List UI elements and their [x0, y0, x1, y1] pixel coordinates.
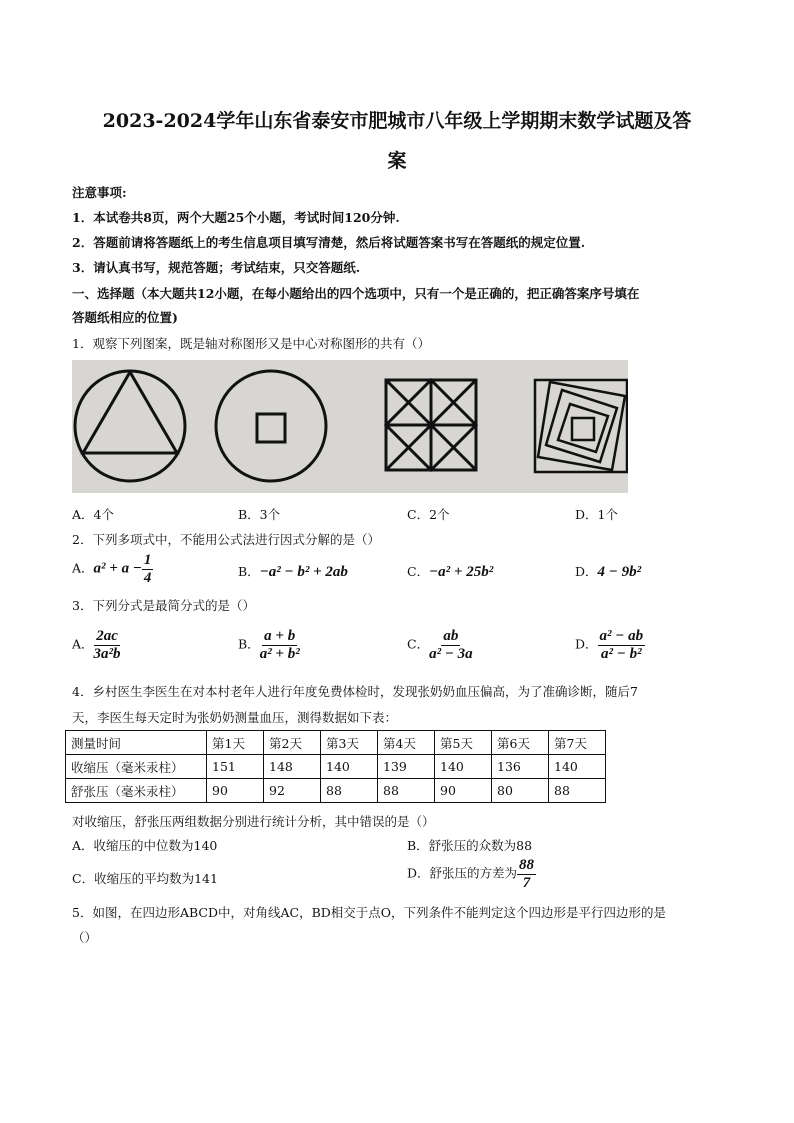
- expression: 4 − 9b²: [597, 564, 642, 580]
- table-cell: 92: [264, 779, 321, 803]
- table-cell: 140: [321, 755, 378, 779]
- q1-option-c: C．2个: [407, 507, 450, 522]
- fraction: [94, 628, 121, 662]
- numerator: 2ac: [96, 628, 118, 644]
- table-cell: 139: [378, 755, 435, 779]
- q2-option-c: [407, 562, 493, 581]
- expression: a² + a −: [93, 560, 142, 577]
- table-cell: 90: [207, 779, 264, 803]
- square-diamond-figure: [386, 380, 476, 470]
- table-cell: 第3天: [321, 731, 378, 755]
- option-label: B．: [238, 636, 260, 652]
- q2-option-b: [238, 562, 348, 581]
- nested-squares-figure: [535, 380, 627, 472]
- table-cell: 90: [435, 779, 492, 803]
- notice-item-3: 3．请认真书写，规范答题；考试结束，只交答题纸.: [72, 260, 361, 275]
- option-label: A．: [72, 636, 94, 652]
- q2-option-a: [72, 552, 153, 586]
- option-label: A．: [72, 560, 94, 576]
- circle-square-figure: [216, 371, 326, 481]
- q4-option-c: C．收缩压的平均数为141: [72, 871, 218, 886]
- denominator: a² − 3a: [429, 645, 473, 662]
- q1-option-d: D．1个: [575, 507, 618, 522]
- numerator: 1: [143, 552, 152, 568]
- option-label: C．: [407, 564, 430, 579]
- circle-triangle-figure: [75, 371, 185, 481]
- table-row: [66, 779, 606, 803]
- section-heading-line-1: 一、选择题（本大题共12小题，在每小题给出的四个选项中，只有一个是正确的，把正确答案序号填在: [72, 286, 640, 301]
- q3-stem: 3．下列分式是最简分式的是（）: [72, 598, 255, 613]
- q3-option-d: [575, 628, 645, 662]
- option-text: D．舒张压的方差为: [407, 865, 518, 881]
- expression: −a² − b² + 2ab: [259, 564, 348, 580]
- q5-stem-line-1: 5．如图，在四边形ABCD中，对角线AC，BD相交于点O，下列条件不能判定这个四边形是平行四边形的是: [72, 905, 667, 920]
- table-cell: 收缩压（毫米汞柱）: [66, 755, 207, 779]
- title-line-1: 2023-2024学年山东省泰安市肥城市八年级上学期期末数学试题及答: [102, 110, 692, 132]
- denominator: 3a²b: [93, 645, 121, 662]
- table-cell: 80: [492, 779, 549, 803]
- q1-option-a: A．4个: [72, 507, 114, 522]
- option-label: C．: [407, 636, 430, 652]
- numerator: 88: [519, 857, 535, 873]
- q3-option-c: [407, 628, 473, 662]
- table-cell: 第5天: [435, 731, 492, 755]
- table-cell: 88: [321, 779, 378, 803]
- table-cell: 136: [492, 755, 549, 779]
- fraction: [517, 857, 536, 891]
- expression: −a² + 25b²: [429, 564, 494, 580]
- q4-option-b: B．舒张压的众数为88: [407, 838, 533, 853]
- section-heading-line-2: 答题纸相应的位置): [72, 310, 178, 325]
- q4-stem-line-1: 4．乡村医生李医生在对本村老年人进行年度免费体检时，发现张奶奶血压偏高，为了准确诊断，随后7: [72, 684, 638, 699]
- table-cell: 第4天: [378, 731, 435, 755]
- notice-item-1: 1．本试卷共8页，两个大题25个小题，考试时间120分钟.: [72, 210, 400, 225]
- q4-option-a: A．收缩压的中位数为140: [72, 838, 218, 853]
- q2-option-d: [575, 562, 641, 581]
- q4-stem-line-2: 天，李医生每天定时为张奶奶测量血压，测得数据如下表：: [72, 710, 398, 725]
- table-cell: 140: [435, 755, 492, 779]
- table-cell: 148: [264, 755, 321, 779]
- table-cell: 舒张压（毫米汞柱）: [66, 779, 207, 803]
- numerator: ab: [443, 628, 459, 644]
- fraction: [429, 628, 473, 662]
- notice-heading: 注意事项:: [72, 185, 127, 200]
- table-cell: 第2天: [264, 731, 321, 755]
- table-cell: 第7天: [549, 731, 606, 755]
- table-cell: 第6天: [492, 731, 549, 755]
- q3-option-a: [72, 628, 121, 662]
- denominator: a² − b²: [601, 645, 642, 662]
- table-cell: 88: [378, 779, 435, 803]
- option-label: D．: [575, 564, 598, 579]
- table-cell: 151: [207, 755, 264, 779]
- fraction: [142, 552, 154, 586]
- fraction: [598, 628, 646, 662]
- blood-pressure-table: [65, 730, 606, 803]
- table-row: [66, 755, 606, 779]
- option-label: B．: [238, 564, 260, 579]
- q5-stem-line-2: （）: [72, 930, 98, 945]
- q3-option-b: [238, 628, 300, 662]
- q1-stem: 1．观察下列图案，既是轴对称图形又是中心对称图形的共有（）: [72, 336, 430, 351]
- q1-option-b: B．3个: [238, 507, 281, 522]
- numerator: a + b: [264, 628, 296, 644]
- denominator: a² + b²: [259, 645, 300, 662]
- option-label: D．: [575, 636, 598, 652]
- table-cell: 140: [549, 755, 606, 779]
- q1-figures-image: [72, 360, 628, 493]
- denominator: 4: [143, 569, 152, 586]
- table-header-row: [66, 731, 606, 755]
- denominator: 7: [522, 874, 531, 891]
- q4-stem-line-3: 对收缩压，舒张压两组数据分别进行统计分析，其中错误的是（）: [72, 814, 435, 829]
- table-cell: 测量时间: [66, 731, 207, 755]
- notice-item-2: 2．答题前请将答题纸上的考生信息项目填写清楚，然后将试题答案书写在答题纸的规定位置.: [72, 235, 586, 250]
- table-cell: 88: [549, 779, 606, 803]
- title-line-2: 案: [387, 150, 407, 172]
- q2-stem: 2．下列多项式中，不能用公式法进行因式分解的是（）: [72, 532, 380, 547]
- table-cell: 第1天: [207, 731, 264, 755]
- q4-option-d: [407, 857, 536, 891]
- numerator: a² − ab: [599, 628, 644, 644]
- fraction: [260, 628, 300, 662]
